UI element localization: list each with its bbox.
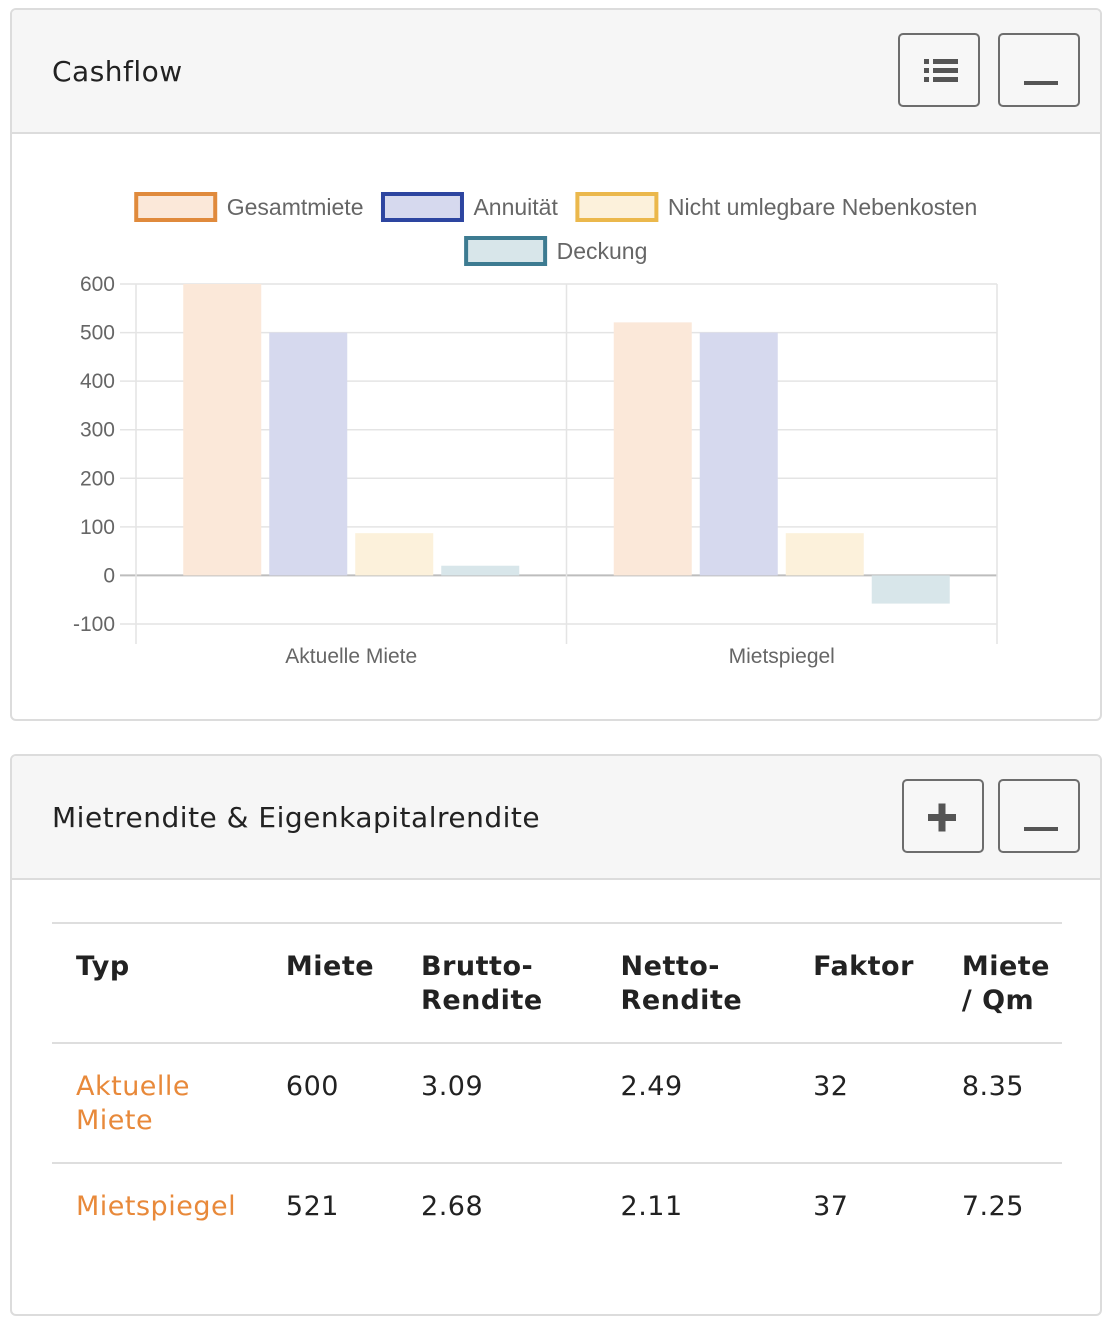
row-faktor: 32 [789, 1043, 938, 1163]
y-tick-label: 100 [79, 515, 115, 539]
bar [269, 333, 347, 576]
row-miete: 600 [262, 1043, 397, 1163]
row-typ-link[interactable]: Aktuelle Miete [52, 1043, 262, 1163]
returns-panel [10, 754, 1102, 1316]
x-tick-label: Mietspiegel [728, 645, 835, 668]
y-tick-label: 500 [79, 321, 115, 345]
legend-label: Nicht umlegbare Nebenkosten [667, 194, 978, 220]
y-tick-label: 400 [79, 370, 115, 394]
cashflow-bar-chart [12, 134, 1100, 719]
header-miete: Miete [262, 923, 397, 1043]
bar [183, 284, 261, 575]
minus-icon [1000, 35, 1082, 109]
returns-panel-title: Mietrendite & Eigenkapitalrendite [52, 801, 541, 834]
header-netto-rendite: Netto- Rendite [597, 923, 790, 1043]
x-tick-label: Aktuelle Miete [285, 645, 418, 668]
row-faktor: 37 [789, 1163, 938, 1280]
header-typ: Typ [52, 923, 262, 1043]
legend-swatch [136, 194, 215, 220]
bar [441, 566, 519, 576]
cashflow-panel-header [12, 10, 1100, 134]
list-icon [900, 35, 982, 109]
cashflow-panel-title: Cashflow [52, 55, 183, 88]
y-tick-label: 600 [79, 273, 115, 296]
row-brutto-rendite: 3.09 [397, 1043, 597, 1163]
header-miete-qm: Miete / Qm [938, 923, 1062, 1043]
returns-expand-button[interactable] [902, 779, 984, 853]
row-netto-rendite: 2.11 [597, 1163, 790, 1280]
y-tick-label: 200 [79, 467, 115, 491]
bar [700, 333, 778, 576]
bar [786, 533, 864, 575]
bar [614, 322, 692, 575]
table-row-aktuelle-miete [52, 1043, 1062, 1163]
y-tick-label: -100 [72, 613, 115, 636]
returns-table [52, 922, 1062, 1280]
legend-swatch [466, 238, 545, 264]
legend-label: Deckung [556, 238, 648, 264]
legend-swatch [383, 194, 462, 220]
y-tick-label: 0 [103, 564, 115, 588]
minus-icon [1000, 781, 1082, 855]
cashflow-collapse-button[interactable] [998, 33, 1080, 107]
row-brutto-rendite: 2.68 [397, 1163, 597, 1280]
list-toggle-button[interactable] [898, 33, 980, 107]
row-miete-qm: 7.25 [938, 1163, 1062, 1280]
bar [872, 575, 950, 603]
returns-collapse-button[interactable] [998, 779, 1080, 853]
legend-label: Annuität [473, 194, 558, 220]
cashflow-panel [10, 8, 1102, 721]
legend-swatch [577, 194, 656, 220]
returns-panel-header [12, 756, 1100, 880]
y-tick-label: 300 [79, 418, 115, 442]
row-typ-link[interactable]: Mietspiegel [52, 1163, 262, 1280]
legend-label: Gesamtmiete [226, 194, 364, 220]
table-row-mietspiegel [52, 1163, 1062, 1280]
row-miete: 521 [262, 1163, 397, 1280]
bar [355, 533, 433, 575]
header-brutto-rendite: Brutto- Rendite [397, 923, 597, 1043]
plus-icon [904, 781, 986, 855]
returns-table-header-row [52, 923, 1062, 1043]
header-faktor: Faktor [789, 923, 938, 1043]
row-miete-qm: 8.35 [938, 1043, 1062, 1163]
row-netto-rendite: 2.49 [597, 1043, 790, 1163]
